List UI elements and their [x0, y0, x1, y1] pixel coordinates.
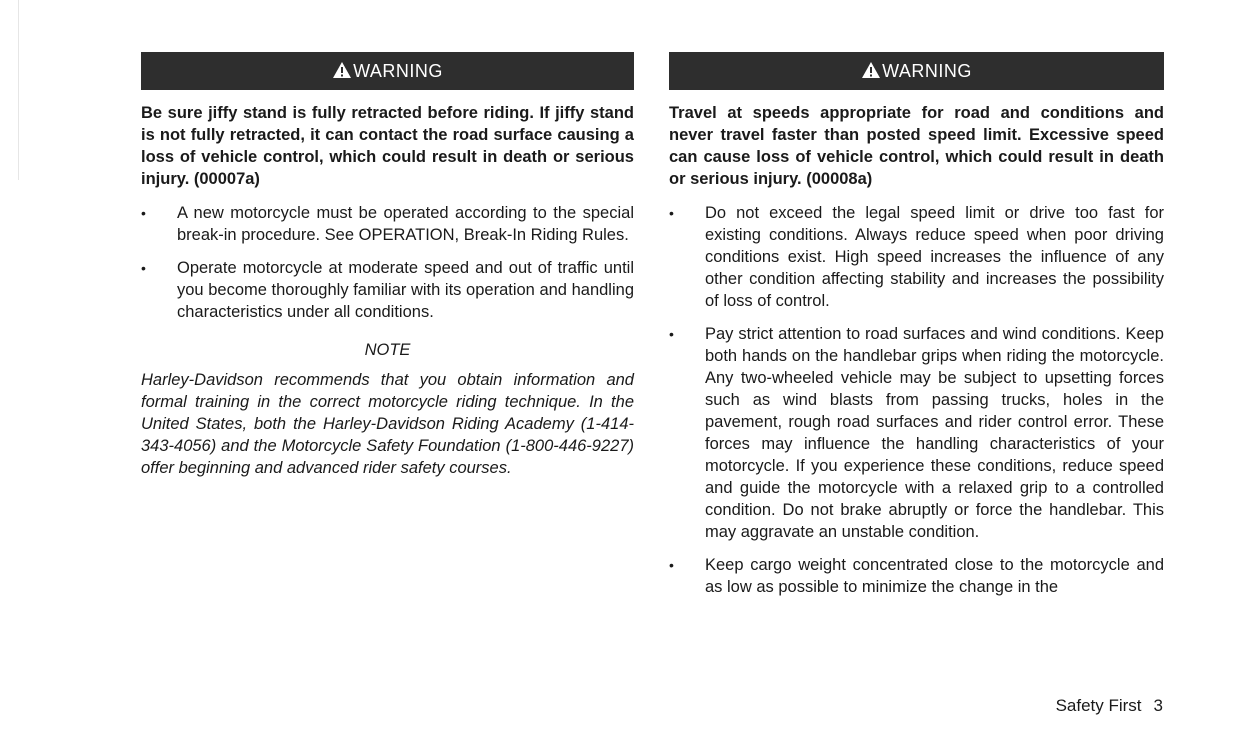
- warning-triangle-icon: [861, 61, 881, 79]
- warning-banner: [669, 52, 1164, 90]
- list-item: [669, 202, 1164, 312]
- bullet-dot: •: [141, 205, 146, 221]
- list-item-text: A new motorcycle must be operated according to the special break-in procedure. See OPERATION, Break-In Riding Rules.: [177, 204, 634, 244]
- page-number: 3: [1153, 696, 1163, 715]
- list-item-text: Do not exceed the legal speed limit or drive too fast for existing conditions. Always reduce speed when poor driving conditions exist. High speed increases the influence of any other condition affecting stability and increases the possibility of loss of control.: [705, 204, 1164, 310]
- note-heading: NOTE: [364, 341, 411, 359]
- bullet-list: [669, 202, 1164, 598]
- list-item: [669, 554, 1164, 598]
- footer-section-title: Safety First: [1055, 696, 1142, 715]
- list-item: [141, 202, 634, 246]
- page-scan-edge: [18, 0, 19, 180]
- warning-label: WARNING: [353, 60, 443, 81]
- list-item-text: Pay strict attention to road surfaces and wind conditions. Keep both hands on the handlebar grips when riding the motorcycle. Any two-wheeled vehicle may be subject to upsetting forces such as wind blasts from passing trucks, holes in the pavement, rough road surfaces and rider control error. These forces may influence the handling characteristics of your motorcycle. If you experience these conditions, reduce speed and guide the motorcycle with a relaxed grip to a controlled condition. Do not brake abruptly or force the handlebar. This may aggravate an unstable condition.: [705, 325, 1164, 541]
- right-column: [669, 52, 1164, 609]
- warning-banner: [141, 52, 634, 90]
- left-column: [141, 52, 634, 479]
- warning-text: Travel at speeds appropriate for road and conditions and never travel faster than posted speed limit. Excessive speed can cause loss of vehicle control, which could result in death or serious injury. (00008a): [669, 104, 1164, 188]
- warning-text: Be sure jiffy stand is fully retracted before riding. If jiffy stand is not fully retracted, it can contact the road surface causing a loss of vehicle control, which could result in death or serious injury. (00007a): [141, 104, 634, 188]
- page-footer: [1056, 696, 1163, 716]
- bullet-dot: •: [669, 557, 674, 573]
- bullet-list: [141, 202, 634, 323]
- list-item-text: Keep cargo weight concentrated close to the motorcycle and as low as possible to minimize the change in the: [705, 556, 1164, 596]
- list-item-text: Operate motorcycle at moderate speed and out of traffic until you become thoroughly familiar with its operation and handling characteristics under all conditions.: [177, 259, 634, 321]
- bullet-dot: •: [669, 205, 674, 221]
- warning-label: WARNING: [882, 60, 972, 81]
- warning-triangle-icon: [332, 61, 352, 79]
- bullet-dot: •: [141, 260, 146, 276]
- note-text: Harley-Davidson recommends that you obtain information and formal training in the correct motorcycle riding technique. In the United States, both the Harley-Davidson Riding Academy (1-414-343-4056) and the Motorcycle Safety Foundation (1-800-446-9227) offer beginning and advanced rider safety courses.: [141, 371, 634, 477]
- bullet-dot: •: [669, 326, 674, 342]
- list-item: [669, 323, 1164, 543]
- list-item: [141, 257, 634, 323]
